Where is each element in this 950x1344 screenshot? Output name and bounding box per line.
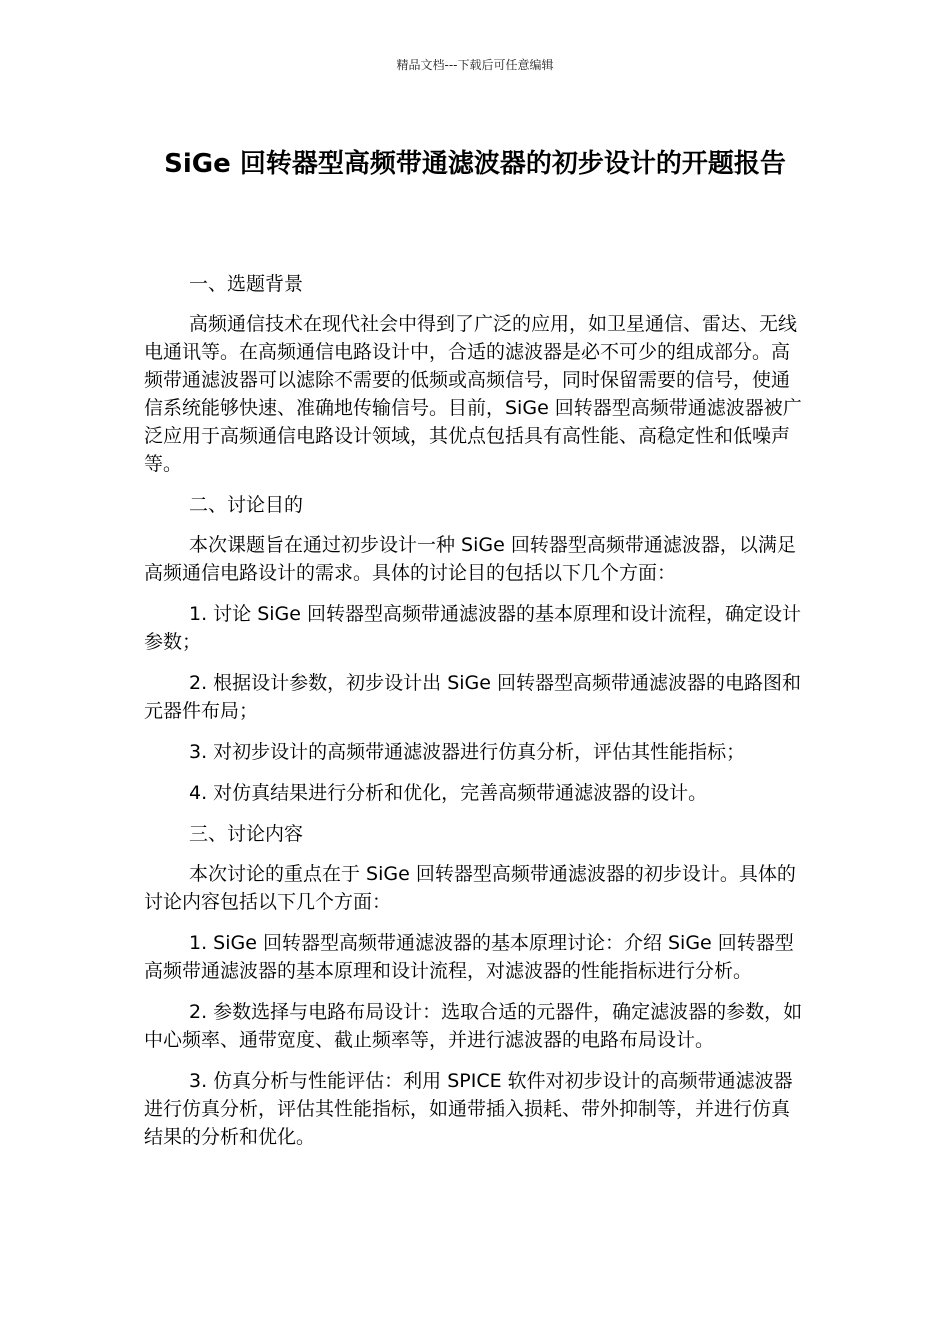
paragraph-content-intro: 本次讨论的重点在于 SiGe 回转器型高频带通滤波器的初步设计。具体的讨论内容包括以下几个方面： <box>144 863 796 913</box>
document-title: SiGe 回转器型高频带通滤波器的初步设计的开题报告 <box>164 149 786 179</box>
purpose-list-item: 4. 对仿真结果进行分析和优化，完善高频带通滤波器的设计。 <box>189 782 708 804</box>
purpose-list-item: 3. 对初步设计的高频带通滤波器进行仿真分析，评估其性能指标； <box>189 741 746 763</box>
purpose-list-item: 1. 讨论 SiGe 回转器型高频带通滤波器的基本原理和设计流程，确定设计参数； <box>144 603 802 653</box>
section-heading-background: 一、选题背景 <box>189 273 304 295</box>
document-body <box>144 270 808 1164</box>
section-heading-purpose: 二、讨论目的 <box>189 494 304 516</box>
page-header: 精品文档---下载后可任意编辑 <box>396 58 554 72</box>
content-list-item: 1. SiGe 回转器型高频带通滤波器的基本原理讨论：介绍 SiGe 回转器型高频带通滤波器的基本原理和设计流程，对滤波器的性能指标进行分析。 <box>144 932 794 982</box>
purpose-list-item: 2. 根据设计参数，初步设计出 SiGe 回转器型高频带通滤波器的电路图和元器件布局； <box>144 672 802 722</box>
content-list-item: 2. 参数选择与电路布局设计：选取合适的元器件，确定滤波器的参数，如中心频率、通带宽度、截止频率等，并进行滤波器的电路布局设计。 <box>144 1001 803 1051</box>
section-heading-content: 三、讨论内容 <box>189 823 304 845</box>
paragraph-purpose-intro: 本次课题旨在通过初步设计一种 SiGe 回转器型高频带通滤波器，以满足高频通信电路设计的需求。具体的讨论目的包括以下几个方面： <box>144 534 796 584</box>
paragraph-background: 高频通信技术在现代社会中得到了广泛的应用，如卫星通信、雷达、无线电通讯等。在高频通信电路设计中，合适的滤波器是必不可少的组成部分。高频带通滤波器可以滤除不需要的低频或高频信号，同时保留需要的信号，使通信系统能够快速、准确地传输信号。目前，SiGe 回转器型高频带通滤波器被广泛应用于高频通信电路设计领域，其优点包括具有高性能、高稳定性和低噪声等。 <box>144 313 802 475</box>
content-list-item: 3. 仿真分析与性能评估：利用 SPICE 软件对初步设计的高频带通滤波器进行仿真分析，评估其性能指标，如通带插入损耗、带外抑制等，并进行仿真结果的分析和优化。 <box>144 1070 793 1148</box>
